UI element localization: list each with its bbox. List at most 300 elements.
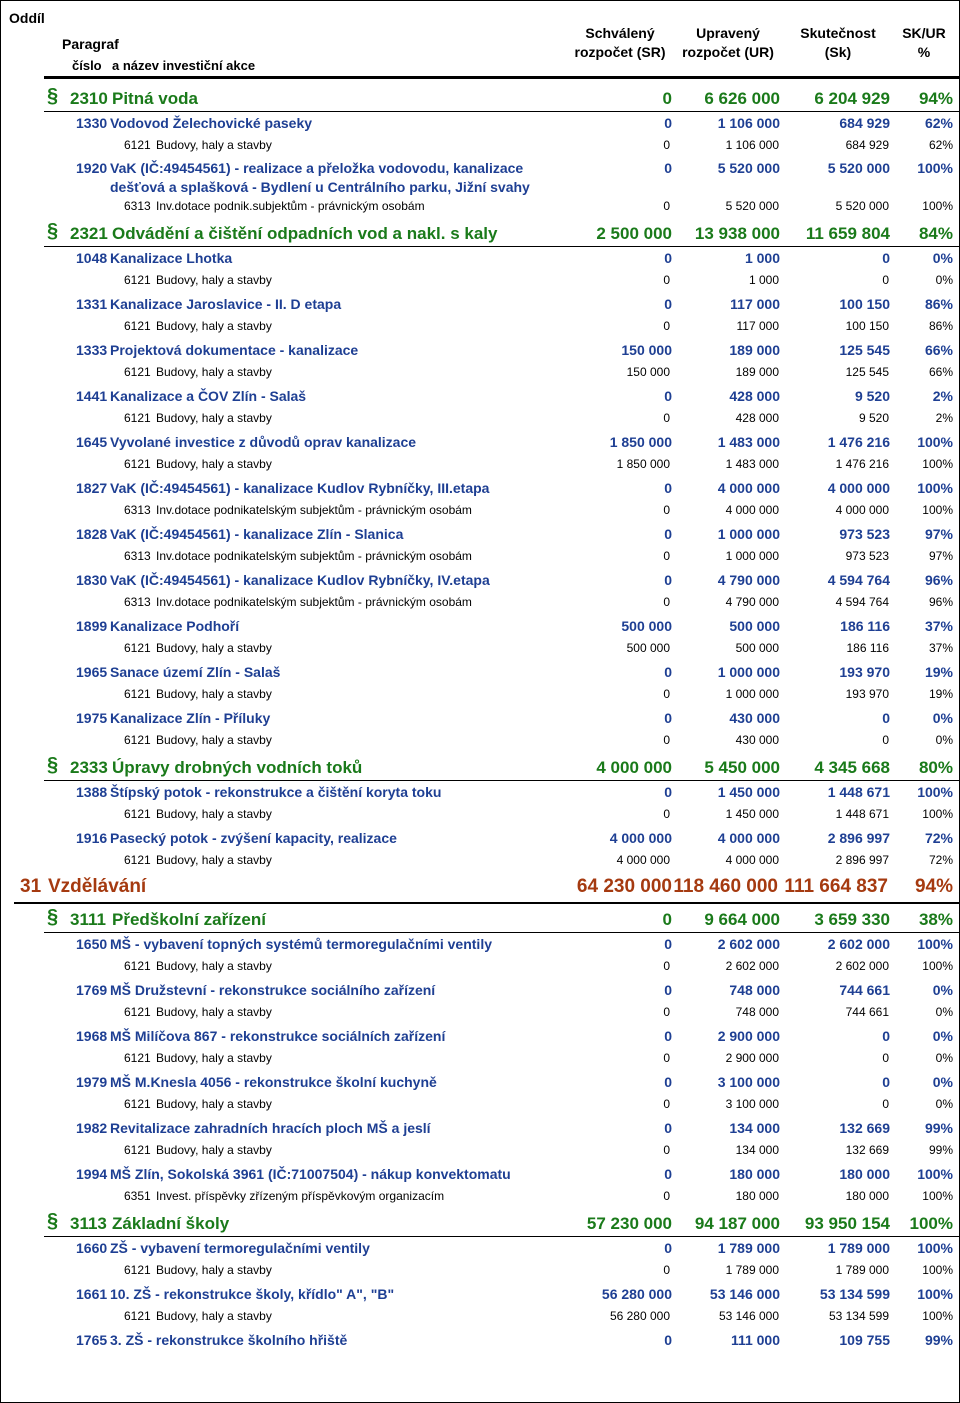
row-pct: 0%	[935, 1051, 953, 1065]
row-sr: 0	[663, 1097, 670, 1111]
row-sk: 2 896 997	[827, 830, 890, 846]
row-code: 1388	[76, 784, 108, 800]
row-sr: 0	[662, 89, 672, 108]
row-ur: 1 000 000	[717, 526, 780, 542]
row-ur: 428 000	[729, 388, 780, 404]
row-sr: 0	[664, 160, 672, 176]
row-pct: 97%	[928, 549, 953, 563]
row-sr: 1 850 000	[616, 457, 670, 471]
row-pct: 100%	[917, 1240, 953, 1256]
row-sr: 0	[663, 959, 670, 973]
row-name: Budovy, haly a stavby	[156, 1143, 272, 1157]
row-name: Kanalizace a ČOV Zlín - Salaš	[110, 388, 307, 404]
row-code: 6313	[124, 199, 151, 213]
akce-row	[0, 339, 960, 362]
row-code: 6121	[124, 1051, 151, 1065]
row-code: 6313	[124, 503, 151, 517]
row-sr: 0	[664, 480, 672, 496]
header-cislo: číslo	[72, 58, 102, 73]
row-pct: 100%	[922, 1309, 953, 1323]
row-sk: 132 669	[845, 1143, 889, 1157]
row-sr: 2 500 000	[596, 224, 672, 243]
row-pct: 0%	[935, 1097, 953, 1111]
row-name: Kanalizace Jaroslavice - II. D etapa	[110, 296, 342, 312]
row-pct: 94%	[918, 89, 953, 108]
row-sr: 0	[664, 388, 672, 404]
polozka-row	[0, 500, 960, 523]
row-code: 1661	[76, 1286, 108, 1302]
row-code: 1330	[76, 115, 108, 131]
row-pct: 100%	[922, 807, 953, 821]
row-sk: 180 000	[845, 1189, 889, 1203]
row-sk: 973 523	[839, 526, 890, 542]
row-sk: 100 150	[839, 296, 890, 312]
row-name: Projektová dokumentace - kanalizace	[110, 342, 359, 358]
row-pct: 100%	[917, 936, 953, 952]
oddil-row	[0, 873, 960, 905]
row-sk: 0	[882, 273, 889, 287]
polozka-row	[0, 956, 960, 979]
polozka-row	[0, 546, 960, 569]
header-sr: Schválený rozpočet (SR)	[574, 25, 666, 60]
row-code: 3113	[70, 1214, 107, 1233]
row-pct: 0%	[932, 1028, 953, 1044]
row-ur: 4 000 000	[725, 503, 779, 517]
row-sk: 0	[882, 250, 890, 266]
akce-row	[0, 1329, 960, 1352]
row-ur: 5 450 000	[704, 758, 780, 777]
row-sk: 4 594 764	[835, 595, 889, 609]
row-sk: 973 523	[845, 549, 889, 563]
akce-row	[0, 827, 960, 850]
akce-row	[0, 1163, 960, 1186]
polozka-row	[0, 454, 960, 477]
row-name: 10. ZŠ - rekonstrukce školy, křídlo" A", "B"	[110, 1286, 395, 1302]
row-code: 6121	[124, 807, 151, 821]
row-name: ZŠ - vybavení termoregulačními ventily	[110, 1240, 370, 1256]
row-code: 6351	[124, 1189, 151, 1203]
row-code: 1048	[76, 250, 108, 266]
row-name: Inv.dotace podnikatelským subjektům - právnickým osobám	[156, 595, 472, 609]
row-pct: 19%	[924, 664, 953, 680]
row-name: 3. ZŠ - rekonstrukce školního hřiště	[110, 1332, 348, 1348]
row-name: Kanalizace Lhotka	[110, 250, 233, 266]
row-ur: 13 938 000	[694, 224, 780, 243]
akce-row	[0, 293, 960, 316]
row-pct: 99%	[928, 1143, 953, 1157]
akce-row	[0, 1071, 960, 1094]
row-sk: 9 520	[858, 411, 889, 425]
row-pct: 100%	[917, 784, 953, 800]
row-name: Základní školy	[112, 1214, 230, 1233]
row-pct: 72%	[924, 830, 953, 846]
row-ur: 5 520 000	[725, 199, 779, 213]
paragraf-row	[0, 755, 960, 781]
row-code: 1994	[76, 1166, 108, 1182]
row-sk: 4 345 668	[814, 758, 890, 777]
polozka-row	[0, 1094, 960, 1117]
row-ur: 4 000 000	[717, 480, 780, 496]
row-pct: 66%	[924, 342, 953, 358]
polozka-row	[0, 362, 960, 385]
paragraf-row	[0, 1211, 960, 1237]
row-ur: 4 790 000	[717, 572, 780, 588]
row-pct: 100%	[917, 480, 953, 496]
row-sk: 2 602 000	[835, 959, 889, 973]
row-sr: 0	[664, 1120, 672, 1136]
row-sk: 9 520	[854, 388, 890, 404]
polozka-row	[0, 270, 960, 293]
row-ur: 1 106 000	[717, 115, 780, 131]
row-ur: 2 900 000	[725, 1051, 779, 1065]
row-sr: 56 280 000	[609, 1309, 670, 1323]
row-name: Předškolní zařízení	[112, 910, 266, 929]
polozka-row	[0, 850, 960, 873]
row-name: Budovy, haly a stavby	[156, 1309, 272, 1323]
row-ur: 180 000	[735, 1189, 779, 1203]
row-pct: 100%	[909, 1214, 953, 1233]
row-pct: 84%	[918, 224, 953, 243]
row-code: 6121	[124, 733, 151, 747]
row-code: 1968	[76, 1028, 108, 1044]
row-sr: 0	[664, 1166, 672, 1182]
row-sk: 0	[882, 1051, 889, 1065]
row-ur: 94 187 000	[694, 1214, 780, 1233]
row-sk: 111 664 837	[784, 876, 888, 897]
row-ur: 1 789 000	[717, 1240, 780, 1256]
row-code: 3111	[70, 910, 106, 929]
row-pct: 100%	[922, 1263, 953, 1277]
row-sk: 2 602 000	[827, 936, 890, 952]
row-sr: 0	[664, 710, 672, 726]
row-ur: 2 602 000	[725, 959, 779, 973]
row-ur: 6 626 000	[704, 89, 780, 108]
row-sr: 56 280 000	[601, 1286, 672, 1302]
row-name: Pasecký potok - zvýšení kapacity, realizace	[110, 830, 397, 846]
row-pct: 38%	[918, 910, 953, 929]
row-name: Revitalizace zahradních hracích ploch MŠ a jeslí	[110, 1120, 431, 1136]
row-code: 1828	[76, 526, 108, 542]
akce-row	[0, 1025, 960, 1048]
row-sk: 4 000 000	[835, 503, 889, 517]
akce-row	[0, 569, 960, 592]
row-name: Kanalizace Zlín - Příluky	[110, 710, 271, 726]
row-sk: 132 669	[839, 1120, 890, 1136]
row-ur: 1 483 000	[717, 434, 780, 450]
row-ur: 4 790 000	[725, 595, 779, 609]
row-code: 1975	[76, 710, 108, 726]
row-pct: 96%	[924, 572, 953, 588]
row-sk: 125 545	[839, 342, 890, 358]
row-pct: 80%	[918, 758, 953, 777]
akce-row	[0, 477, 960, 500]
row-pct: 37%	[924, 618, 953, 634]
paragraph-sign-icon: §	[47, 85, 59, 107]
row-sr: 0	[664, 784, 672, 800]
row-code: 1441	[76, 388, 108, 404]
row-pct: 0%	[932, 250, 953, 266]
row-ur: 134 000	[735, 1143, 779, 1157]
akce-row	[0, 431, 960, 454]
row-name-continued: dešťová a splašková - Bydlení u Centrálního parku, Jižní svahy	[110, 179, 530, 195]
row-sk: 0	[882, 1028, 890, 1044]
row-pct: 66%	[928, 365, 953, 379]
row-name: VaK (IČ:49454561) - kanalizace Kudlov Rybníčky, IV.etapa	[110, 572, 490, 588]
row-pct: 37%	[928, 641, 953, 655]
header-nazev: a název investiční akce	[112, 58, 256, 73]
polozka-row	[0, 1260, 960, 1283]
row-sr: 0	[664, 1332, 672, 1348]
row-sr: 0	[664, 250, 672, 266]
row-sk: 0	[882, 710, 890, 726]
row-ur: 117 000	[736, 319, 779, 333]
polozka-row	[0, 1002, 960, 1025]
akce-row	[0, 1117, 960, 1140]
row-ur: 3 100 000	[725, 1097, 779, 1111]
row-sr: 500 000	[621, 618, 672, 634]
polozka-row	[0, 1048, 960, 1071]
row-name: MŠ M.Knesla 4056 - rekonstrukce školní kuchyně	[110, 1074, 437, 1090]
row-code: 2310	[70, 89, 108, 108]
row-pct: 100%	[917, 160, 953, 176]
polozka-row	[0, 1306, 960, 1329]
row-code: 1979	[76, 1074, 108, 1090]
row-name: Budovy, haly a stavby	[156, 138, 272, 152]
row-sk: 53 134 599	[828, 1309, 889, 1323]
row-code: 1830	[76, 572, 108, 588]
row-pct: 100%	[922, 199, 953, 213]
row-ur: 1 106 000	[725, 138, 779, 152]
row-name: Budovy, haly a stavby	[156, 365, 272, 379]
akce-row	[0, 615, 960, 638]
oddil-underline	[14, 902, 960, 904]
row-sk: 684 929	[839, 115, 890, 131]
row-pct: 2%	[932, 388, 953, 404]
row-sr: 0	[663, 138, 670, 152]
akce-row	[0, 979, 960, 1002]
row-sk: 684 929	[845, 138, 889, 152]
row-ur: 9 664 000	[704, 910, 780, 929]
polozka-row	[0, 592, 960, 615]
row-ur: 1 000 000	[725, 549, 779, 563]
row-sk: 53 134 599	[819, 1286, 890, 1302]
row-name: MŠ - vybavení topných systémů termoregulačními ventily	[110, 936, 492, 952]
row-sr: 0	[664, 572, 672, 588]
row-pct: 0%	[932, 982, 953, 998]
row-name: Budovy, haly a stavby	[156, 687, 272, 701]
row-ur: 2 602 000	[717, 936, 780, 952]
row-code: 2333	[70, 758, 108, 777]
row-ur: 53 146 000	[718, 1309, 779, 1323]
row-pct: 97%	[924, 526, 953, 542]
row-ur: 118 460 000	[673, 876, 778, 897]
row-code: 6121	[124, 365, 151, 379]
row-name: Budovy, haly a stavby	[156, 273, 272, 287]
row-name: Sanace území Zlín - Salaš	[110, 664, 281, 680]
row-pct: 72%	[928, 853, 953, 867]
row-code: 1920	[76, 160, 108, 176]
row-name: Budovy, haly a stavby	[156, 853, 272, 867]
row-sr: 0	[663, 1051, 670, 1065]
row-pct: 96%	[928, 595, 953, 609]
row-sr: 0	[664, 936, 672, 952]
row-ur: 1 450 000	[717, 784, 780, 800]
row-sr: 500 000	[626, 641, 670, 655]
row-pct: 86%	[924, 296, 953, 312]
row-sk: 125 545	[845, 365, 889, 379]
row-ur: 500 000	[729, 618, 780, 634]
row-code: 6121	[124, 853, 151, 867]
row-sr: 0	[663, 319, 670, 333]
row-code: 1333	[76, 342, 108, 358]
row-sr: 64 230 000	[576, 876, 672, 897]
row-sr: 0	[663, 1143, 670, 1157]
row-code: 6121	[124, 1263, 151, 1277]
row-name: Inv.dotace podnikatelským subjektům - právnickým osobám	[156, 503, 472, 517]
row-name: Budovy, haly a stavby	[156, 1097, 272, 1111]
row-sr: 0	[663, 411, 670, 425]
row-ur: 111 000	[730, 1332, 780, 1348]
row-sk: 109 755	[839, 1332, 890, 1348]
row-sk: 4 000 000	[827, 480, 890, 496]
row-sr: 4 000 000	[596, 758, 672, 777]
row-sr: 0	[663, 503, 670, 517]
akce-row	[0, 707, 960, 730]
polozka-row	[0, 196, 960, 219]
polozka-row	[0, 684, 960, 707]
row-name: Inv.dotace podnik.subjektům - právnickým osobám	[156, 199, 425, 213]
row-code: 1660	[76, 1240, 108, 1256]
row-ur: 1 483 000	[725, 457, 779, 471]
row-sk: 100 150	[845, 319, 889, 333]
row-name: Budovy, haly a stavby	[156, 807, 272, 821]
akce-row	[0, 385, 960, 408]
row-name: Budovy, haly a stavby	[156, 959, 272, 973]
row-pct: 0%	[932, 710, 953, 726]
row-ur: 1 000	[744, 250, 780, 266]
row-pct: 0%	[935, 1005, 953, 1019]
row-name: MŠ Milíčova 867 - rekonstrukce sociálních zařízení	[110, 1028, 446, 1044]
row-sr: 0	[663, 1263, 670, 1277]
row-code: 1645	[76, 434, 108, 450]
header-divider	[44, 76, 960, 79]
row-code: 6121	[124, 959, 151, 973]
row-sk: 1 476 216	[827, 434, 890, 450]
row-ur: 748 000	[729, 982, 780, 998]
row-ur: 134 000	[729, 1120, 780, 1136]
row-sr: 0	[662, 910, 672, 929]
row-name: Budovy, haly a stavby	[156, 457, 272, 471]
row-pct: 100%	[922, 503, 953, 517]
row-pct: 99%	[924, 1332, 953, 1348]
table-header	[0, 0, 960, 80]
row-ur: 1 450 000	[725, 807, 779, 821]
row-sk: 0	[882, 1097, 889, 1111]
row-sr: 150 000	[626, 365, 670, 379]
row-sr: 4 000 000	[609, 830, 672, 846]
row-code: 6121	[124, 687, 151, 701]
header-paragraf: Paragraf	[62, 36, 119, 52]
row-name: Úpravy drobných vodních toků	[112, 758, 363, 777]
row-sr: 150 000	[621, 342, 672, 358]
row-code: 6121	[124, 1097, 151, 1111]
row-pct: 62%	[928, 138, 953, 152]
paragraf-row	[0, 907, 960, 933]
row-pct: 19%	[928, 687, 953, 701]
row-pct: 99%	[924, 1120, 953, 1136]
row-sr: 0	[664, 1074, 672, 1090]
row-sk: 11 659 804	[805, 224, 890, 243]
row-sr: 0	[664, 664, 672, 680]
header-oddil: Oddíl	[9, 10, 45, 26]
row-code: 6121	[124, 138, 151, 152]
row-sk: 1 448 671	[827, 784, 890, 800]
row-ur: 189 000	[729, 342, 780, 358]
paragraf-row	[0, 86, 960, 112]
paragraph-sign-icon: §	[47, 906, 59, 928]
row-pct: 100%	[922, 959, 953, 973]
row-name: Štípský potok - rekonstrukce a čištění koryta toku	[110, 784, 442, 800]
row-pct: 100%	[917, 1286, 953, 1302]
row-pct: 0%	[935, 273, 953, 287]
akce-row	[0, 1237, 960, 1260]
paragraph-sign-icon: §	[47, 220, 59, 242]
row-sk: 193 970	[845, 687, 889, 701]
row-sr: 0	[663, 807, 670, 821]
row-sk: 1 476 216	[835, 457, 889, 471]
row-sk: 180 000	[839, 1166, 890, 1182]
row-sk: 93 950 154	[804, 1214, 890, 1233]
row-sk: 1 789 000	[835, 1263, 889, 1277]
row-pct: 100%	[917, 1166, 953, 1182]
row-sk: 186 116	[840, 618, 890, 634]
row-sr: 1 850 000	[609, 434, 672, 450]
row-name: MŠ Družstevní - rekonstrukce sociálního zařízení	[110, 982, 436, 998]
row-code: 1965	[76, 664, 108, 680]
row-code: 6121	[124, 1143, 151, 1157]
row-ur: 1 000 000	[717, 664, 780, 680]
row-sr: 0	[664, 296, 672, 312]
polozka-row	[0, 1186, 960, 1209]
polozka-row	[0, 804, 960, 827]
row-sk: 0	[882, 733, 889, 747]
polozka-row	[0, 730, 960, 753]
akce-row	[0, 112, 960, 135]
row-code: 6121	[124, 1309, 151, 1323]
row-code: 1769	[76, 982, 108, 998]
paragraph-sign-icon: §	[47, 1210, 59, 1232]
row-name: VaK (IČ:49454561) - realizace a přeložka vodovodu, kanalizace	[110, 160, 524, 176]
row-sk: 1 448 671	[835, 807, 889, 821]
row-name: Vzdělávání	[48, 876, 147, 897]
row-ur: 2 900 000	[717, 1028, 780, 1044]
row-sk: 0	[882, 1074, 890, 1090]
row-sk: 744 661	[845, 1005, 889, 1019]
row-code: 6121	[124, 411, 151, 425]
row-code: 1827	[76, 480, 108, 496]
polozka-row	[0, 638, 960, 661]
row-ur: 430 000	[735, 733, 779, 747]
row-sr: 0	[663, 1005, 670, 1019]
row-ur: 1 000 000	[725, 687, 779, 701]
polozka-row	[0, 408, 960, 431]
row-code: 6313	[124, 595, 151, 609]
row-sr: 0	[664, 115, 672, 131]
row-ur: 428 000	[735, 411, 779, 425]
row-code: 6121	[124, 457, 151, 471]
polozka-row	[0, 316, 960, 339]
row-name: Budovy, haly a stavby	[156, 641, 272, 655]
